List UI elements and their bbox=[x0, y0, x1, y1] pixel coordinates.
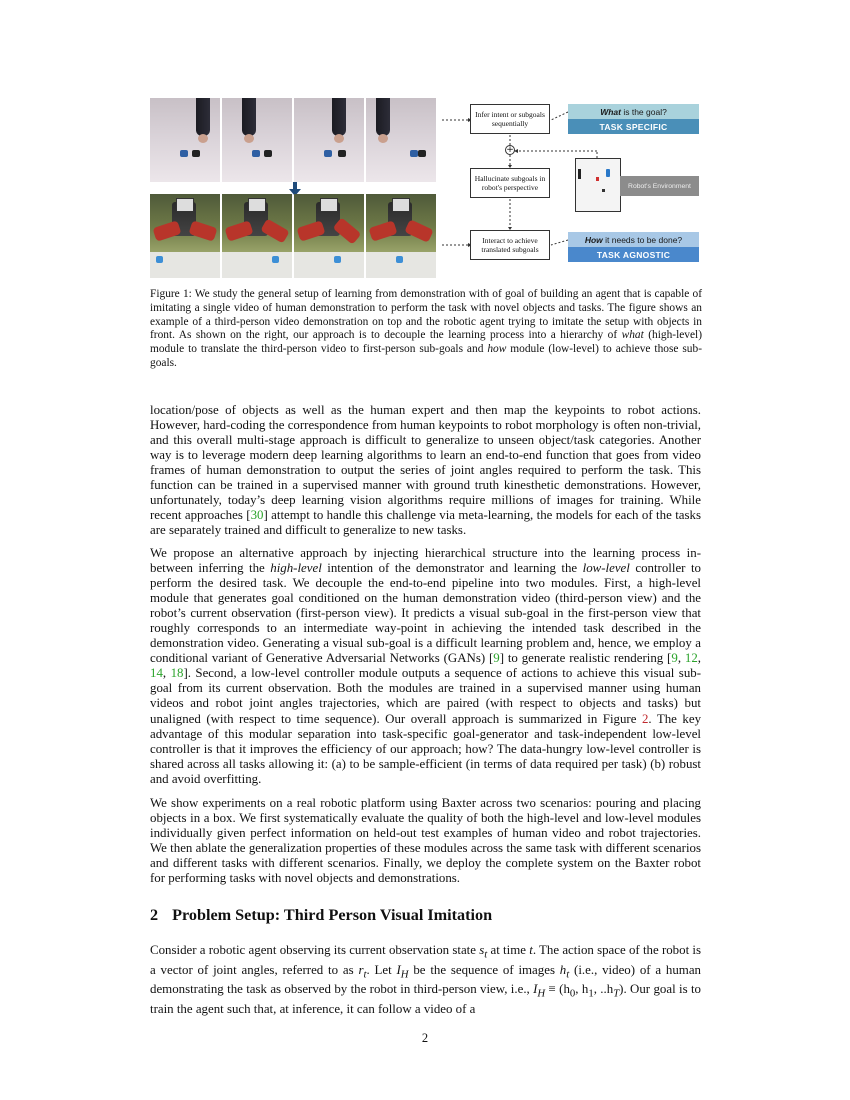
citation-link[interactable]: 30 bbox=[250, 508, 264, 523]
paragraph: location/pose of objects as well as the human expert and then map the keypoints to robot actions. However, hard-coding the correspondence from human keypoints to robot morphology is often non-trivial, and this overall multi-stage approach is difficult to generalize to unseen object/task categories. Another way is to leverage modern deep learning algorithms to learn an end-to-end function that goes from video frames of human demonstration to output the series of joint angles required to perform the task. This function can be trained in a supervised manner with ground truth kinesthetic demonstrations. However, unfortunately, today’s deep learning vision algorithms require millions of images for training. While recent approaches [30] attempt to handle this challenge via meta-learning, the models for each of the tasks are separately trained and difficult to generalize to new tasks. bbox=[150, 403, 701, 538]
figure-caption: Figure 1: We study the general setup of learning from demonstration with of goal of building an agent that is capable of imitating a single video of human demonstration to perform the task with novel objects and tasks. The figure shows an example of a third-person video demonstration on top and the robotic agent trying to imitate the setup with objects in front. As shown on the right, our approach is to decouple the learning process into a hierarchy of what (high-level) module to translate the third-person video to first-person sub-goals and how module (low-level) to achieve those sub-goals. bbox=[150, 288, 702, 369]
citation-link[interactable]: 14 bbox=[150, 666, 163, 681]
section-heading: 2 Problem Setup: Third Person Visual Imitation bbox=[150, 906, 493, 924]
citation-link[interactable]: 9 bbox=[493, 651, 500, 666]
how-label: How it needs to be done? bbox=[568, 232, 699, 247]
flow-box-infer: Infer intent or subgoals sequentially bbox=[470, 104, 550, 134]
page-number: 2 bbox=[421, 1031, 429, 1045]
flow-box-hallucinate: Hallucinate subgoals in robot's perspective bbox=[470, 168, 550, 198]
citation-link[interactable]: 9 bbox=[671, 651, 678, 666]
task-specific-tag: TASK SPECIFIC bbox=[568, 119, 699, 134]
paragraph: Consider a robotic agent observing its current observation state $s_t$ at time t. The action space of the robot is a vector of joint angles, referred to as $r_t$. Let $I_H$ be the sequence of images $h_t$ (i.e., video) of a human demonstrating the task as observed by the robot in third-person view, i.e., $I_H \equiv (h_0$, $h_1$, $..h_T$). Our goal is to train the agent such that, at inference, it can follow a video of a bbox=[150, 943, 701, 1016]
how-panel bbox=[568, 232, 699, 262]
paragraph: We show experiments on a real robotic platform using Baxter across two scenarios: pouring and placing objects in a box. We first systematically evaluate the quality of both the high-level and low-level modules individually given perfect information on held-out test examples of human video and robot trajectories. We then ablate the generalization properties of these modules across the same task with different scenarios and different tasks with different scenarios. Finally, we deploy the complete system on the Baxter robot for performing tasks with novel objects and demonstrations. bbox=[150, 796, 701, 886]
task-agnostic-tag: TASK AGNOSTIC bbox=[568, 247, 699, 262]
robot-environment-label: Robot's Environment bbox=[620, 176, 699, 196]
citation-link[interactable]: 12 bbox=[684, 651, 698, 666]
paragraph: We propose an alternative approach by injecting hierarchical structure into the learning process in-between inferring the high-level intention of the demonstrator and learning the low-level controller to perform the desired task. We decouple the end-to-end pipeline into two modules. First, a high-level module that generates goal conditioned on the human demonstration video (third-person view) and the robot’s current observation (first-person view). It predicts a visual sub-goal in the first-person view that roughly corresponds to an intermediate way-point in achieving the intended task described in the demonstration video. Generating a visual sub-goal is a difficult learning problem and, hence, we employ a conditional variant of Generative Adversarial Networks (GANs) [9] to generate realistic rendering [9, 12, 14, 18]. Second, a low-level controller module outputs a sequence of actions to achieve this visual sub-goal from its current observation. Both the modules are trained in a supervised manner using human videos and robot joint angles trajectories, which are paired (with respect to objects and tasks) but unaligned (with respect to time sequence). Our overall approach is summarized in Figure 2. The key advantage of this modular separation into task-specific goal-generator and task-independent low-level controller is that it improves the efficiency of our approach; how? The data-hungry low-level controller is shared across all tasks allowing it: (a) to be sample-efficient (in terms of data required per task) (b) robust and avoid overfitting. bbox=[150, 546, 702, 786]
figure-1 bbox=[150, 98, 702, 276]
what-panel bbox=[568, 104, 699, 134]
oplus-icon: + bbox=[506, 145, 514, 155]
robot-environment-image bbox=[575, 158, 621, 212]
what-label: What is the goal? bbox=[568, 104, 699, 119]
flow-box-interact: Interact to achieve translated subgoals bbox=[470, 230, 550, 260]
citation-link[interactable]: 18 bbox=[170, 666, 184, 681]
figure-link[interactable]: 2 bbox=[641, 711, 649, 726]
